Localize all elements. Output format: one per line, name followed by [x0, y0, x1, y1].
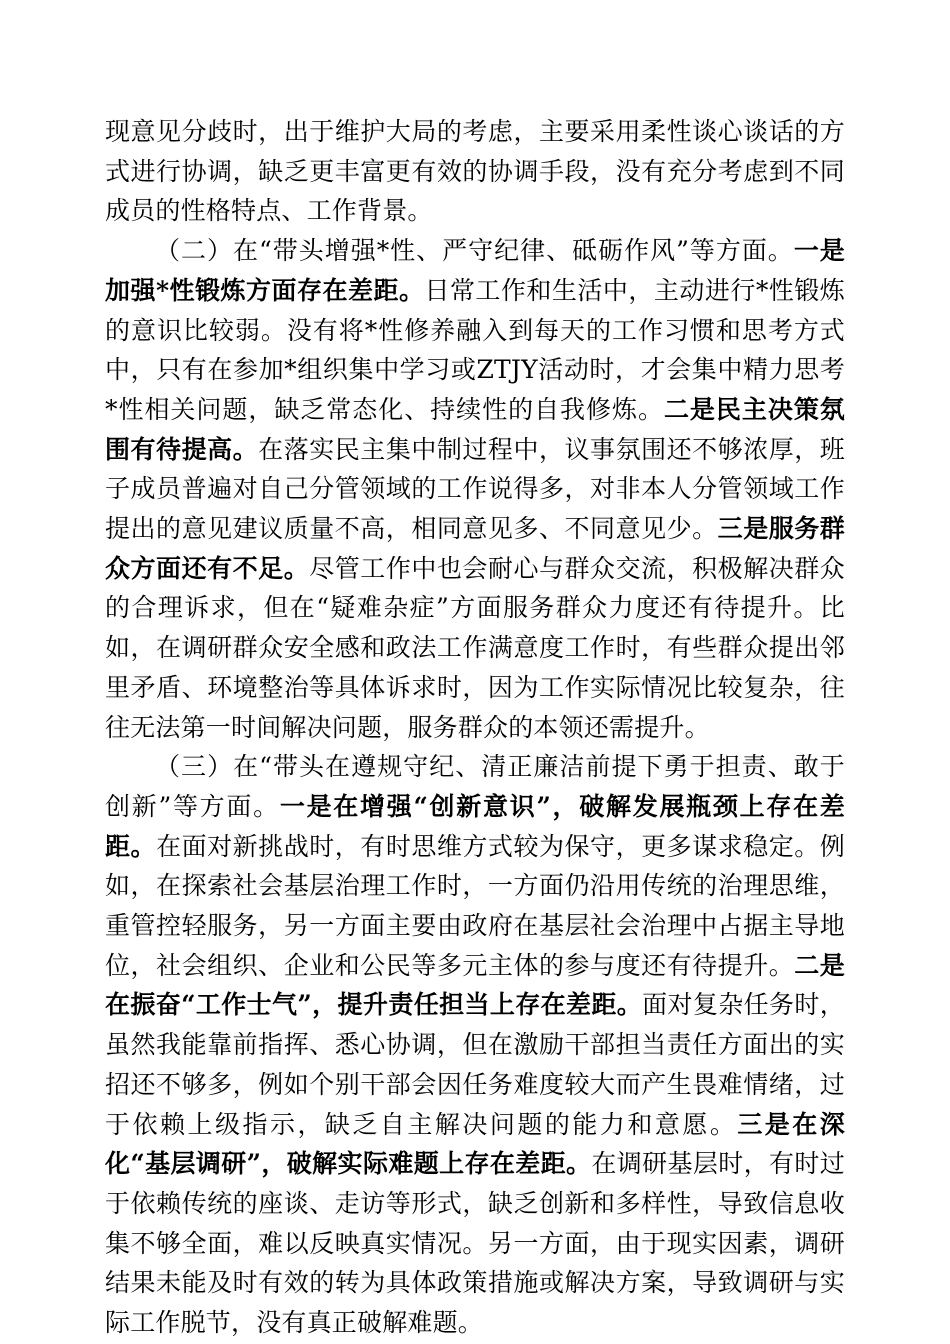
- paragraph-2: [105, 231, 845, 747]
- paragraph-3: [105, 747, 845, 1343]
- text-run: 在面对新挑战时，有时思维方式较为保守，更多谋求稳定。例如，在探索社会基层治理工作时，一方面仍沿用传统的治理思维，重管控轻服务，另一方面主要由政府在基层社会治理中占据主导地位，社会组织、企业和公民等多元主体的参与度还有待提升。: [105, 831, 845, 980]
- text-run: 在调研基层时，有时过于依赖传统的座谈、走访等形式，缺乏创新和多样性，导致信息收集不够全面，难以反映真实情况。另一方面，由于现实因素，调研结果未能及时有效的转为具体政策措施或解决方案，导致调研与实际工作脱节，没有真正破解难题。: [105, 1149, 845, 1338]
- bold-heading-run: 三是在深化“基层调研”，破解实际难题上存在差距。: [105, 1109, 845, 1179]
- text-run: 尽管工作中也会耐心与群众交流，积极解决群众的合理诉求，但在“疑难杂症”方面服务群众力度还有待提升。比如，在调研群众安全感和政法工作满意度工作时，有些群众提出邻里矛盾、环境整治等具体诉求时，因为工作实际情况比较复杂，往往无法第一时间解决问题，服务群众的本领还需提升。: [105, 553, 845, 742]
- text-run: 现意见分歧时，出于维护大局的考虑，主要采用柔性谈心谈话的方式进行协调，缺乏更丰富更有效的协调手段，没有充分考虑到不同成员的性格特点、工作背景。: [105, 117, 845, 226]
- bold-heading-run: 二是在振奋“工作士气”，提升责任担当上存在差距。: [105, 950, 845, 1020]
- text-run: （二）在“带头增强*性、严守纪律、砥砺作风”等方面。: [155, 236, 794, 266]
- text-run: 面对复杂任务时，虽然我能靠前指挥、悉心协调，但在激励干部担当责任方面出的实招还不够多，例如个别干部会因任务难度较大而产生畏难情绪，过于依赖上级指示，缺乏自主解决问题的能力和意愿。: [105, 990, 845, 1139]
- text-run: 在落实民主集中制过程中，议事氛围还不够浓厚，班子成员普遍对自己分管领域的工作说得多，对非本人分管领域工作提出的意见建议质量不高，相同意见多、不同意见少。: [105, 434, 845, 544]
- bold-heading-run: 一是加强*性锻炼方面存在差距。: [105, 236, 846, 305]
- text-run: （三）在“带头在遵规守纪、清正廉洁前提下勇于担责、敢于创新”等方面。: [105, 752, 845, 821]
- bold-heading-run: 三是服务群众方面还有不足。: [105, 514, 845, 583]
- paragraph-1: [105, 112, 845, 231]
- bold-heading-run: 二是民主决策氛围有待提高。: [105, 394, 846, 464]
- bold-heading-run: 一是在增强“创新意识”，破解发展瓶颈上存在差距。: [105, 791, 845, 861]
- text-run: 日常工作和生活中，主动进行*性锻炼的意识比较弱。没有将*性修养融入到每天的工作习惯和思考方式中，只有在参加*组织集中学习或ZTJY活动时，才会集中精力思考*性相关问题，缺乏常态化、持续性的自我修炼。: [105, 275, 845, 424]
